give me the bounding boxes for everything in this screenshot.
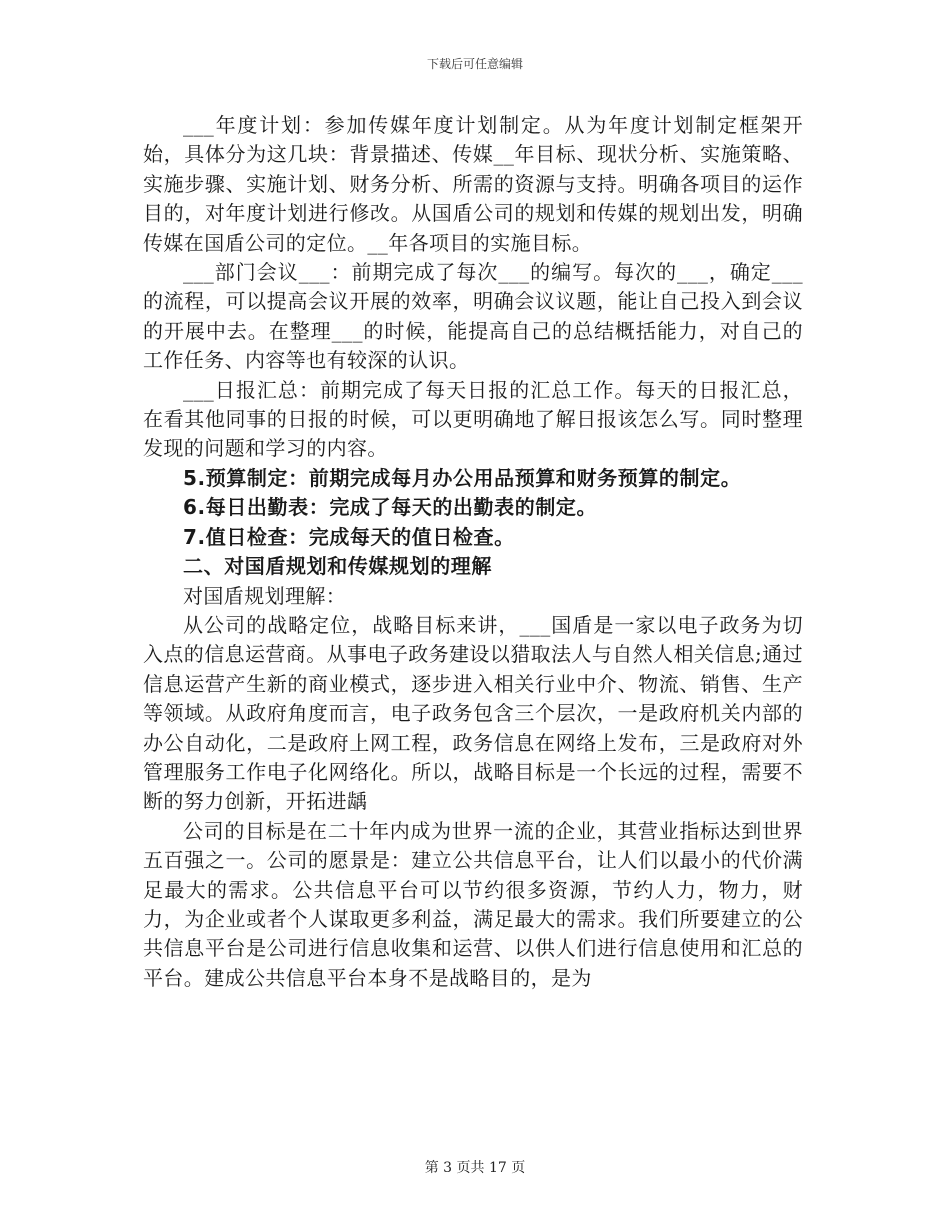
page-number: 第 3 页共 17 页	[424, 1160, 526, 1176]
subheading-guodun: 对国盾规划理解：	[183, 583, 347, 608]
paragraph-strategy: 从公司的战略定位，战略目标来讲，___国盾是一家以电子政务为切入点的信息运营商。从事电子政务建设以猎取法人与自然人相关信息;通过信息运营产生新的商业模式，逐步进入相关行业中介、物流、销售、生产等领域。从政府角度而言，电子政务包含三个层次，一是政府机关内部的办公自动化，二是政府上网工程，政务信息在网络上发布，三是政府对外管理服务工作电子化网络化。所以，战略目标是一个长远的过程，需要不断的努力创新，开拓进龋	[143, 612, 803, 814]
item-attendance: 6.每日出勤表：完成了每天的出勤表的制定。	[183, 495, 598, 520]
item-duty-check: 7.值日检查：完成每天的值日检查。	[183, 524, 515, 549]
section-heading: 二、对国盾规划和传媒规划的理解	[183, 554, 492, 579]
item-budget: 5.预算制定：前期完成每月办公用品预算和财务预算的制定。	[183, 465, 742, 490]
paragraph-daily-report: ___日报汇总：前期完成了每天日报的汇总工作。每天的日报汇总，在看其他同事的日报的时候，可以更明确地了解日报该怎么写。同时整理发现的问题和学习的内容。	[143, 377, 803, 461]
paragraph-annual-plan: ___年度计划：参加传媒年度计划制定。从为年度计划制定框架开始，具体分为这几块：背景描述、传媒__年目标、现状分析、实施策略、实施步骤、实施计划、财务分析、所需的资源与支持。明确各项目的运作目的，对年度计划进行修改。从国盾公司的规划和传媒的规划出发，明确传媒在国盾公司的定位。__年各项目的实施目标。	[143, 113, 803, 255]
paragraph-department-meeting: ___部门会议___：前期完成了每次___的编写。每次的___，确定___的流程，可以提高会议开展的效率，明确会议议题，能让自己投入到会议的开展中去。在整理___的时候，能提高自己的总结概括能力，对自己的工作任务、内容等也有较深的认识。	[143, 260, 803, 373]
document-body	[143, 111, 803, 993]
paragraph-company-goal: 公司的目标是在二十年内成为世界一流的企业，其营业指标达到世界五百强之一。公司的愿景是：建立公共信息平台，让人们以最小的代价满足最大的需求。公共信息平台可以节约很多资源，节约人力，物力，财力，为企业或者个人谋取更多利益，满足最大的需求。我们所要建立的公共信息平台是公司进行信息收集和运营、以供人们进行信息使用和汇总的平台。建成公共信息平台本身不是战略目的，是为	[143, 818, 803, 990]
page-header: 下载后可任意编辑	[426, 57, 523, 71]
